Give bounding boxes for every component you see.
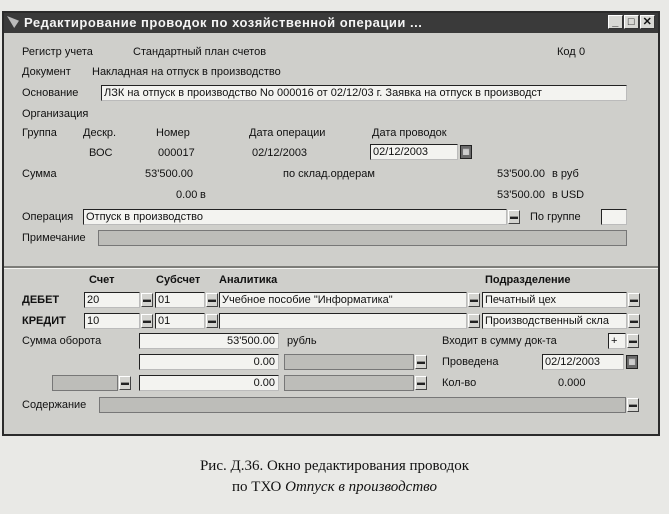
register-value: Стандартный план счетов [133,46,267,58]
included-field[interactable]: + [608,333,626,349]
close-button[interactable]: ✕ [640,15,655,29]
credit-analytics-dropdown-icon[interactable]: ▬ [468,314,480,328]
content-dropdown-icon[interactable]: ▬ [627,398,639,412]
debit-analytics-field[interactable]: Учебное пособие "Информатика" [219,292,467,308]
credit-subaccount-field[interactable]: 01 [155,313,205,329]
turnover-label: Сумма оборота [22,335,102,347]
code-value: 0 [579,46,586,58]
included-dropdown-icon[interactable]: ▬ [627,334,639,348]
code-label: Код [557,46,576,58]
credit-analytics-field[interactable] [219,313,467,329]
operation-field[interactable]: Отпуск в производство [83,209,507,225]
title-bar[interactable] [4,13,658,33]
turnover-value-1[interactable]: 53'500.00 [139,333,279,349]
posting-date-field[interactable]: 02/12/2003 [370,144,458,160]
minimize-button[interactable]: _ [608,15,623,29]
included-label: Входит в сумму док-та [442,335,557,347]
sum-usd-value: 53'500.00 [497,189,545,201]
sum-rub-label: в руб [552,168,579,180]
account-header: Счет [89,274,115,286]
caption-line-1-text: Рис. Д.36. Окно редактирования проводок [199,458,470,474]
number-value: 000017 [158,147,195,159]
currency-type-field[interactable] [52,375,118,391]
qty-value: 0.000 [558,377,586,389]
posting-edit-window [2,11,660,436]
caption-line-2-prefix: по ТХО [232,479,286,495]
credit-division-dropdown-icon[interactable]: ▬ [628,314,640,328]
maximize-button[interactable]: □ [624,15,639,29]
turnover-value-3[interactable]: 0.00 [139,375,279,391]
descr-label: Дескр. [83,127,117,139]
credit-subaccount-dropdown-icon[interactable]: ▬ [206,314,218,328]
turnover-currency-1: рубль [287,335,317,347]
sum-rub-value: 53'500.00 [497,168,545,180]
sum-label: Сумма [22,168,57,180]
operation-label: Операция [22,211,74,223]
posted-date-field[interactable]: 02/12/2003 [542,354,624,370]
sum-value-1: 53'500.00 [145,168,193,180]
calendar-icon[interactable]: ▦ [460,145,472,159]
debit-subaccount-field[interactable]: 01 [155,292,205,308]
posted-calendar-icon[interactable]: ▦ [626,355,638,369]
debit-account-dropdown-icon[interactable]: ▬ [141,293,153,307]
credit-account-dropdown-icon[interactable]: ▬ [141,314,153,328]
currency-2-dropdown-icon[interactable]: ▬ [415,355,427,369]
document-value: Накладная на отпуск в производство [92,66,281,78]
sum-value-2: 0.00 [176,189,198,201]
figure-caption-line-1 [0,458,669,475]
qty-label: Кол-во [442,377,477,389]
turnover-value-2[interactable]: 0.00 [139,354,279,370]
posted-label: Проведена [442,356,499,368]
operation-dropdown-icon[interactable]: ▬ [508,210,520,224]
credit-label: КРЕДИТ [22,315,66,327]
currency-2-field[interactable] [284,354,414,370]
credit-account-field[interactable]: 10 [84,313,140,329]
credit-division-field[interactable]: Производственный скла [482,313,627,329]
basis-label: Основание [22,87,79,99]
content-field[interactable] [99,397,626,413]
descr-value: ВОС [89,147,113,159]
analytics-header: Аналитика [219,274,278,286]
subaccount-header: Субсчет [156,274,201,286]
app-icon [7,16,19,28]
warehouse-label: по склад.ордерам [283,168,375,180]
debit-division-field[interactable]: Печатный цех [482,292,627,308]
sum-value-2-suffix: в [200,189,206,201]
currency-3-dropdown-icon[interactable]: ▬ [415,376,427,390]
note-label: Примечание [22,232,86,244]
debit-analytics-dropdown-icon[interactable]: ▬ [468,293,480,307]
by-group-label: По группе [530,211,581,223]
currency-3-field[interactable] [284,375,414,391]
section-divider [4,266,658,269]
basis-field[interactable]: ЛЗК на отпуск в производство No 000016 от 02/12/03 г. Заявка на отпуск в производст [101,85,627,101]
content-label: Содержание [22,399,87,411]
window-title: Редактирование проводок по хозяйственной операции ... [24,15,423,30]
organization-label: Организация [22,108,89,120]
figure-caption-line-2 [0,479,669,496]
group-label: Группа [22,127,57,139]
register-label: Регистр учета [22,46,93,58]
debit-label: ДЕБЕТ [22,294,60,306]
posting-date-label: Дата проводок [372,127,447,139]
currency-type-dropdown-icon[interactable]: ▬ [119,376,131,390]
op-date-label: Дата операции [249,127,326,139]
caption-line-2-italic: Отпуск в производство [285,479,437,495]
debit-division-dropdown-icon[interactable]: ▬ [628,293,640,307]
debit-account-field[interactable]: 20 [84,292,140,308]
document-label: Документ [22,66,71,78]
note-field[interactable] [98,230,627,246]
debit-subaccount-dropdown-icon[interactable]: ▬ [206,293,218,307]
op-date-value: 02/12/2003 [252,147,308,159]
by-group-checkbox[interactable] [601,209,627,225]
sum-usd-label: в USD [552,189,585,201]
number-label: Номер [156,127,190,139]
division-header: Подразделение [485,274,571,286]
